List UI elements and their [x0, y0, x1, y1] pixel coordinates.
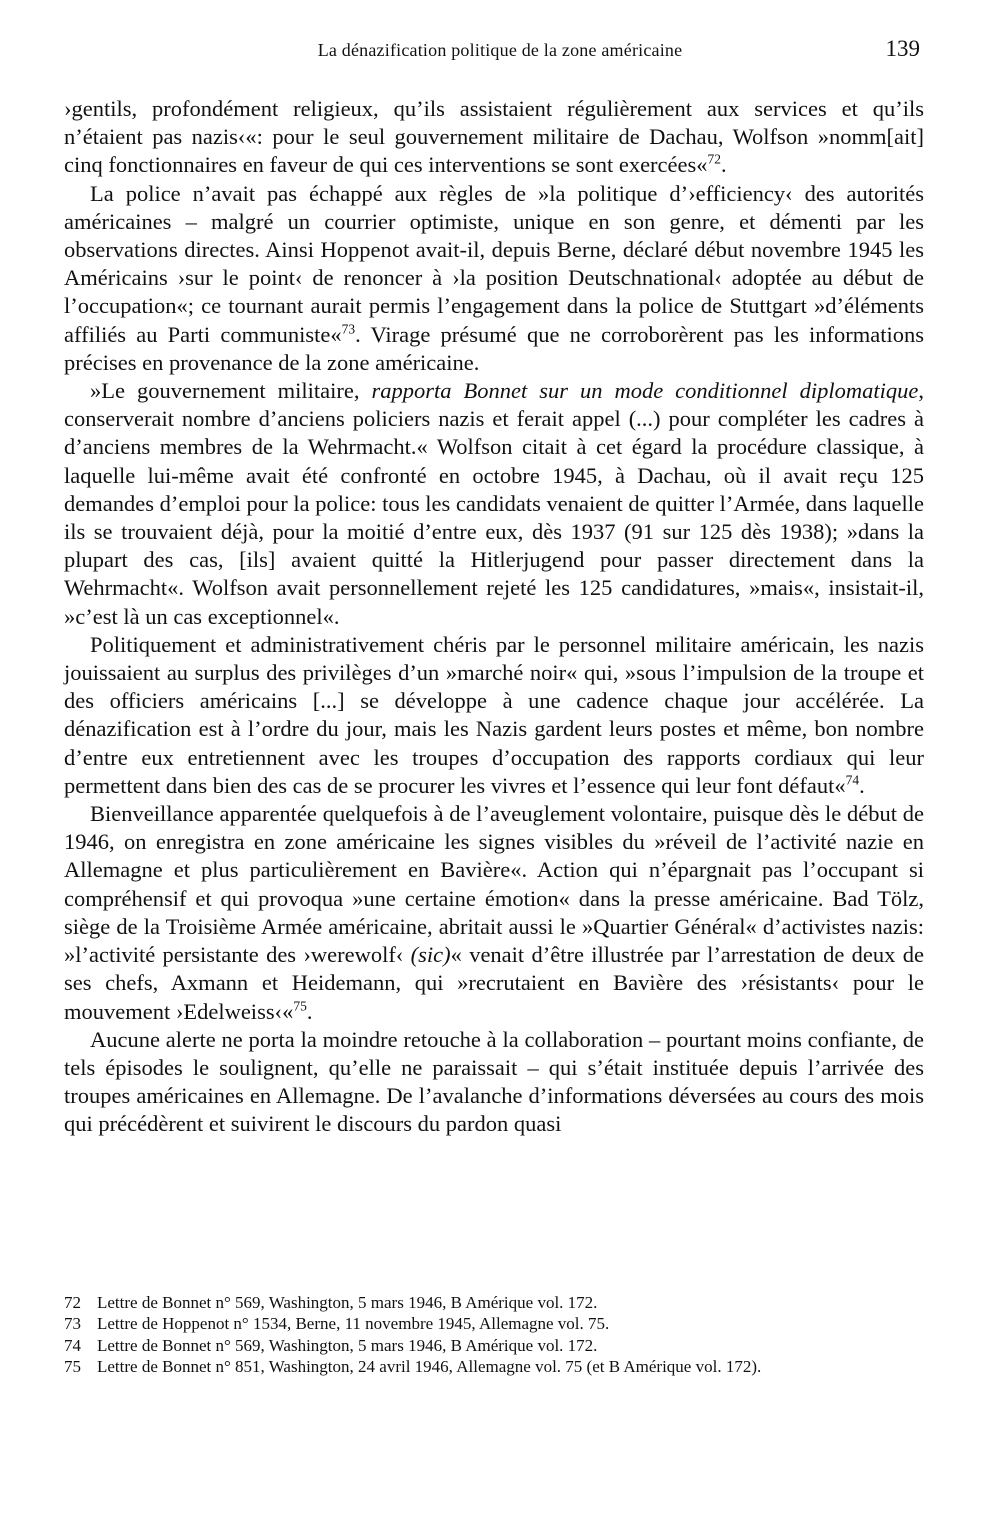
footnote-75: [64, 1356, 924, 1377]
paragraph-text: .: [306, 998, 313, 1024]
paragraph-text: « venait d’être illustrée par l’arrestation de deux de ses chefs, Axmann et Heidemann, qui »recrutaient en Bavière des ›résistants‹ pour le mouvement ›Edelweiss‹«: [64, 942, 924, 1024]
paragraph-text: .: [859, 772, 865, 798]
footnote-number: 72: [64, 1293, 81, 1312]
paragraph-text: ›gentils, profondément religieux, qu’ils assistaient régulièrement aux services et qu’ils n’étaient pas nazis‹«: pour le seul gouvernement militaire de Dachau, Wolfson »nomm[ait] cinq fonctionnaires en faveur de qui ces interventions se sont exercées«: [64, 96, 924, 178]
paragraph-text: . Virage présumé que ne corroborèrent pas les informations précises en provenance de la zone américaine.: [64, 321, 925, 375]
footnote-ref-73: 73: [341, 321, 356, 337]
footnote-ref-74: 74: [845, 772, 860, 788]
paragraph-text: La police n’avait pas échappé aux règles de »la politique d’›efficiency‹ des autorités américaines – malgré un courrier optimiste, unique en son genre, et démenti par les observations directes. Ainsi Hoppenot avait-il, depuis Berne, déclaré début novembre 1945 les Américains ›sur le point‹ de renoncer à ›la position Deutschnational‹ adoptée au début de l’occupation«; ce tournant aurait permis l’engagement dans la police de Stuttgart »d’éléments affiliés au Parti communiste«: [64, 180, 924, 347]
paragraph-6: [64, 1026, 924, 1139]
footnote-text: Lettre de Bonnet n° 569, Washington, 5 mars 1946, B Amérique vol. 172.: [97, 1293, 598, 1312]
paragraph-5: [64, 800, 924, 1026]
paragraph-text: »Le gouvernement militaire,: [90, 378, 372, 404]
footnote-72: [64, 1292, 924, 1313]
paragraph-2: [64, 180, 924, 377]
footnote-ref-72: 72: [707, 151, 722, 167]
footnote-number: 74: [64, 1335, 81, 1355]
footnote-73: [64, 1313, 924, 1334]
footnote-number: 73: [64, 1314, 81, 1334]
italic-sic: (sic): [410, 942, 451, 968]
page-number: 139: [885, 36, 920, 61]
running-head: La dénazification politique de la zone américaine: [317, 40, 683, 60]
footnote-74: [64, 1335, 924, 1356]
paragraph-text: .: [721, 152, 727, 178]
page-header: [0, 36, 1000, 70]
footnote-text: Lettre de Hoppenot n° 1534, Berne, 11 novembre 1945, Allemagne vol. 75.: [97, 1314, 610, 1334]
italic-aside: rapporta Bonnet sur un mode conditionnel diplomatique: [371, 378, 919, 404]
paragraph-text: Bienveillance apparentée quelquefois à de l’aveuglement volontaire, puisque dès le début de 1946, on enregistra en zone américaine les signes visibles du »réveil de l’activité nazie en Allemagne et plus particulièrement en Bavière«. Action qui n’épargnait pas l’occupant si compréhensif et qui provoqua »une certaine émotion« dans la presse américaine. Bad Tölz, siège de la Troisième Armée américaine, abritait aussi le »Quartier Général« d’activistes nazis: »l’activité persistante des ›werewolf‹: [64, 801, 924, 968]
footnote-text: Lettre de Bonnet n° 851, Washington, 24 avril 1946, Allemagne vol. 75 (et B Amérique vol. 172).: [97, 1356, 762, 1376]
paragraph-3: [64, 377, 924, 631]
paragraph-text: , conserverait nombre d’anciens policiers nazis et ferait appel (...) pour compléter les cadres à d’anciens membres de la Wehrmacht.« Wolfson citait à cet égard la procédure classique, à laquelle lui-même avait été confronté en octobre 1945, à Dachau, où il avait reçu 125 demandes d’emploi pour la police: tous les candidats venaient de quitter l’Armée, dans laquelle ils se trouvaient déjà, pour la moitié d’entre eux, dès 1937 (91 sur 125 dès 1938); »dans la plupart des cas, [ils] avaient quitté la Hitlerjugend pour passer directement dans la Wehrmacht«. Wolfson avait personnellement rejeté les 125 candidatures, »mais«, insistait-il, »c’est là un cas exceptionnel«.: [64, 378, 924, 629]
footnotes: [64, 1292, 924, 1377]
footnote-text: Lettre de Bonnet n° 569, Washington, 5 mars 1946, B Amérique vol. 172.: [97, 1335, 598, 1355]
paragraph-text: Politiquement et administrativement chéris par le personnel militaire américain, les nazis jouissaient au surplus des privilèges d’un »marché noir« qui, »sous l’impulsion de la troupe et des officiers américains [...] se développe à une cadence chaque jour accélérée. La dénazification est à l’ordre du jour, mais les Nazis gardent leurs postes et même, bon nombre d’entre eux entretiennent avec les troupes d’occupation des rapports cordiaux qui leur permettent dans bien des cas de se procurer les vivres et l’essence qui leur font défaut«: [64, 631, 924, 798]
paragraph-4: [64, 631, 924, 800]
footnote-number: 75: [64, 1356, 81, 1376]
body-text: [64, 95, 924, 1139]
paragraph-text: Aucune alerte ne porta la moindre retouche à la collaboration – pourtant moins confiante, de tels épisodes le soulignent, qu’elle ne paraissait – qui s’était instituée depuis l’arrivée des troupes américaines en Allemagne. De l’avalanche d’informations déversées au cours des mois qui précédèrent et suivirent le discours du pardon quasi: [64, 1026, 924, 1137]
paragraph-1: [64, 95, 924, 180]
footnote-ref-75: 75: [293, 998, 307, 1013]
